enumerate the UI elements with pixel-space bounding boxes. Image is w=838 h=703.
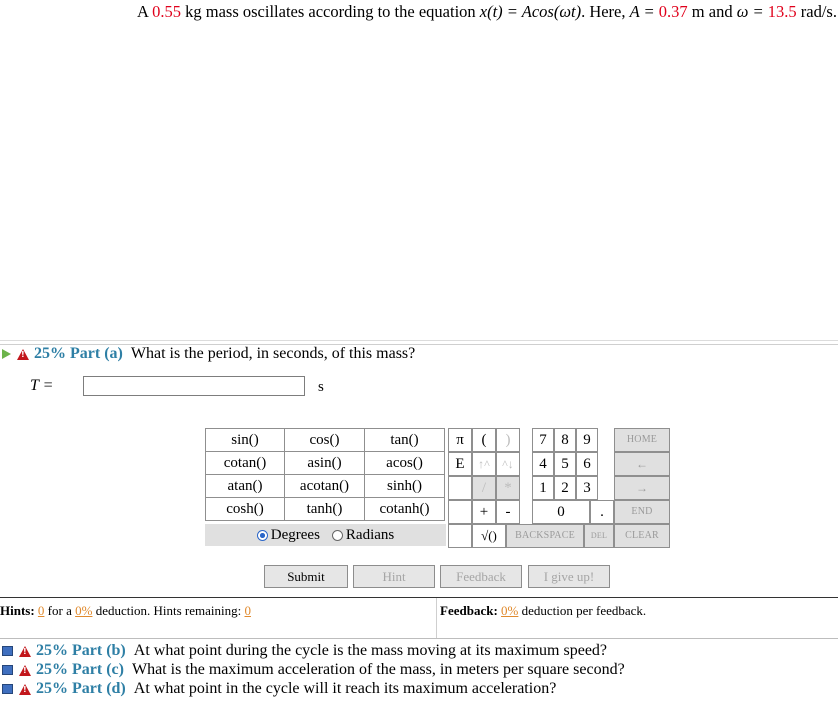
divider bbox=[0, 638, 838, 639]
part-d-question: At what point in the cycle will it reach its maximum acceleration? bbox=[133, 680, 557, 697]
mass-value: 0.55 bbox=[152, 2, 182, 21]
cos-button[interactable]: cos() bbox=[285, 429, 365, 452]
key-3[interactable]: 3 bbox=[576, 476, 598, 500]
acotan-button[interactable]: acotan() bbox=[285, 475, 365, 498]
expand-arrow-icon[interactable] bbox=[2, 349, 11, 359]
divide-button[interactable]: / bbox=[472, 476, 496, 500]
left-paren-button[interactable]: ( bbox=[472, 428, 496, 452]
backspace-button[interactable]: BACKSPACE bbox=[506, 524, 584, 548]
feedback-button[interactable]: Feedback bbox=[440, 565, 522, 588]
hints-label: Hints: bbox=[0, 603, 35, 618]
part-c-label: 25% Part (c) bbox=[36, 661, 124, 678]
key-5[interactable]: 5 bbox=[554, 452, 576, 476]
warning-icon bbox=[17, 349, 29, 360]
key-8[interactable]: 8 bbox=[554, 428, 576, 452]
answer-label: T = bbox=[30, 377, 54, 394]
hint-button[interactable]: Hint bbox=[353, 565, 435, 588]
submit-button[interactable]: Submit bbox=[264, 565, 348, 588]
warning-icon bbox=[19, 684, 31, 695]
acos-button[interactable]: acos() bbox=[365, 452, 445, 475]
hints-remaining: 0 bbox=[244, 603, 251, 618]
amplitude-label: A = bbox=[629, 2, 659, 21]
feedback-text: deduction per feedback. bbox=[521, 603, 647, 618]
problem-text: . Here, bbox=[581, 2, 630, 21]
answer-unit: s bbox=[318, 379, 324, 395]
give-up-button[interactable]: I give up! bbox=[528, 565, 610, 588]
blank-key bbox=[448, 500, 472, 524]
multiply-button[interactable]: * bbox=[496, 476, 520, 500]
warning-icon bbox=[19, 646, 31, 657]
hints-text: deduction. Hints remaining: bbox=[95, 603, 242, 618]
power-up-button[interactable]: ↑^ bbox=[472, 452, 496, 476]
feedback-percent: 0% bbox=[501, 603, 519, 618]
feedback-status bbox=[440, 603, 646, 619]
cotanh-button[interactable]: cotanh() bbox=[365, 498, 445, 521]
hints-count: 0 bbox=[37, 603, 45, 618]
degrees-label[interactable]: Degrees bbox=[270, 526, 320, 543]
tan-button[interactable]: tan() bbox=[365, 429, 445, 452]
home-button[interactable]: HOME bbox=[614, 428, 670, 452]
collapsed-part-icon[interactable] bbox=[2, 665, 13, 675]
sinh-button[interactable]: sinh() bbox=[365, 475, 445, 498]
key-1[interactable]: 1 bbox=[532, 476, 554, 500]
sqrt-button[interactable]: √() bbox=[472, 524, 506, 548]
part-d-label: 25% Part (d) bbox=[36, 680, 126, 697]
key-0[interactable]: 0 bbox=[532, 500, 590, 524]
warning-icon bbox=[19, 665, 31, 676]
equation: x(t) = Acos(ωt) bbox=[479, 2, 582, 21]
part-a-question: What is the period, in seconds, of this mass? bbox=[130, 345, 416, 362]
part-c-question: What is the maximum acceleration of the mass, in meters per square second? bbox=[131, 661, 625, 678]
plus-button[interactable]: + bbox=[472, 500, 496, 524]
feedback-label: Feedback: bbox=[440, 603, 498, 618]
problem-text: rad/s. bbox=[796, 2, 837, 21]
minus-button[interactable]: - bbox=[496, 500, 520, 524]
part-b-header[interactable] bbox=[2, 642, 607, 660]
problem-text: kg mass oscillates according to the equation bbox=[181, 2, 480, 21]
problem-text: A bbox=[137, 2, 149, 21]
key-7[interactable]: 7 bbox=[532, 428, 554, 452]
angle-mode-selector bbox=[205, 524, 446, 546]
radians-radio[interactable] bbox=[332, 530, 343, 541]
divider bbox=[0, 340, 838, 341]
answer-input[interactable] bbox=[83, 376, 305, 396]
function-keypad bbox=[205, 428, 445, 521]
pi-button[interactable]: π bbox=[448, 428, 472, 452]
part-a-label: 25% Part (a) bbox=[34, 345, 123, 362]
part-a-header[interactable] bbox=[2, 345, 415, 363]
part-d-header[interactable] bbox=[2, 680, 556, 698]
delete-button[interactable]: DEL bbox=[584, 524, 614, 548]
tanh-button[interactable]: tanh() bbox=[285, 498, 365, 521]
key-6[interactable]: 6 bbox=[576, 452, 598, 476]
divider bbox=[0, 597, 838, 598]
cosh-button[interactable]: cosh() bbox=[206, 498, 285, 521]
problem-statement bbox=[137, 2, 837, 22]
omega-label: ω = bbox=[736, 2, 768, 21]
power-down-button[interactable]: ^↓ bbox=[496, 452, 520, 476]
part-c-header[interactable] bbox=[2, 661, 625, 679]
degrees-radio[interactable] bbox=[257, 530, 268, 541]
key-2[interactable]: 2 bbox=[554, 476, 576, 500]
key-9[interactable]: 9 bbox=[576, 428, 598, 452]
divider bbox=[436, 598, 437, 638]
decimal-button[interactable]: . bbox=[590, 500, 614, 524]
cursor-right-button[interactable]: → bbox=[614, 476, 670, 500]
part-b-question: At what point during the cycle is the mass moving at its maximum speed? bbox=[133, 642, 608, 659]
omega-value: 13.5 bbox=[767, 2, 797, 21]
part-b-label: 25% Part (b) bbox=[36, 642, 126, 659]
blank-key bbox=[448, 524, 472, 548]
blank-key bbox=[448, 476, 472, 500]
collapsed-part-icon[interactable] bbox=[2, 684, 13, 694]
right-paren-button[interactable]: ) bbox=[496, 428, 520, 452]
end-button[interactable]: END bbox=[614, 500, 670, 524]
collapsed-part-icon[interactable] bbox=[2, 646, 13, 656]
clear-button[interactable]: CLEAR bbox=[614, 524, 670, 548]
cursor-left-button[interactable]: ← bbox=[614, 452, 670, 476]
amplitude-value: 0.37 bbox=[658, 2, 688, 21]
hints-status bbox=[0, 603, 251, 619]
hints-text: for a bbox=[47, 603, 72, 618]
asin-button[interactable]: asin() bbox=[285, 452, 365, 475]
cotan-button[interactable]: cotan() bbox=[206, 452, 285, 475]
problem-text: m and bbox=[687, 2, 737, 21]
e-button[interactable]: E bbox=[448, 452, 472, 476]
atan-button[interactable]: atan() bbox=[206, 475, 285, 498]
sin-button[interactable]: sin() bbox=[206, 429, 285, 452]
hints-percent: 0% bbox=[75, 603, 93, 618]
key-4[interactable]: 4 bbox=[532, 452, 554, 476]
radians-label[interactable]: Radians bbox=[345, 526, 395, 543]
